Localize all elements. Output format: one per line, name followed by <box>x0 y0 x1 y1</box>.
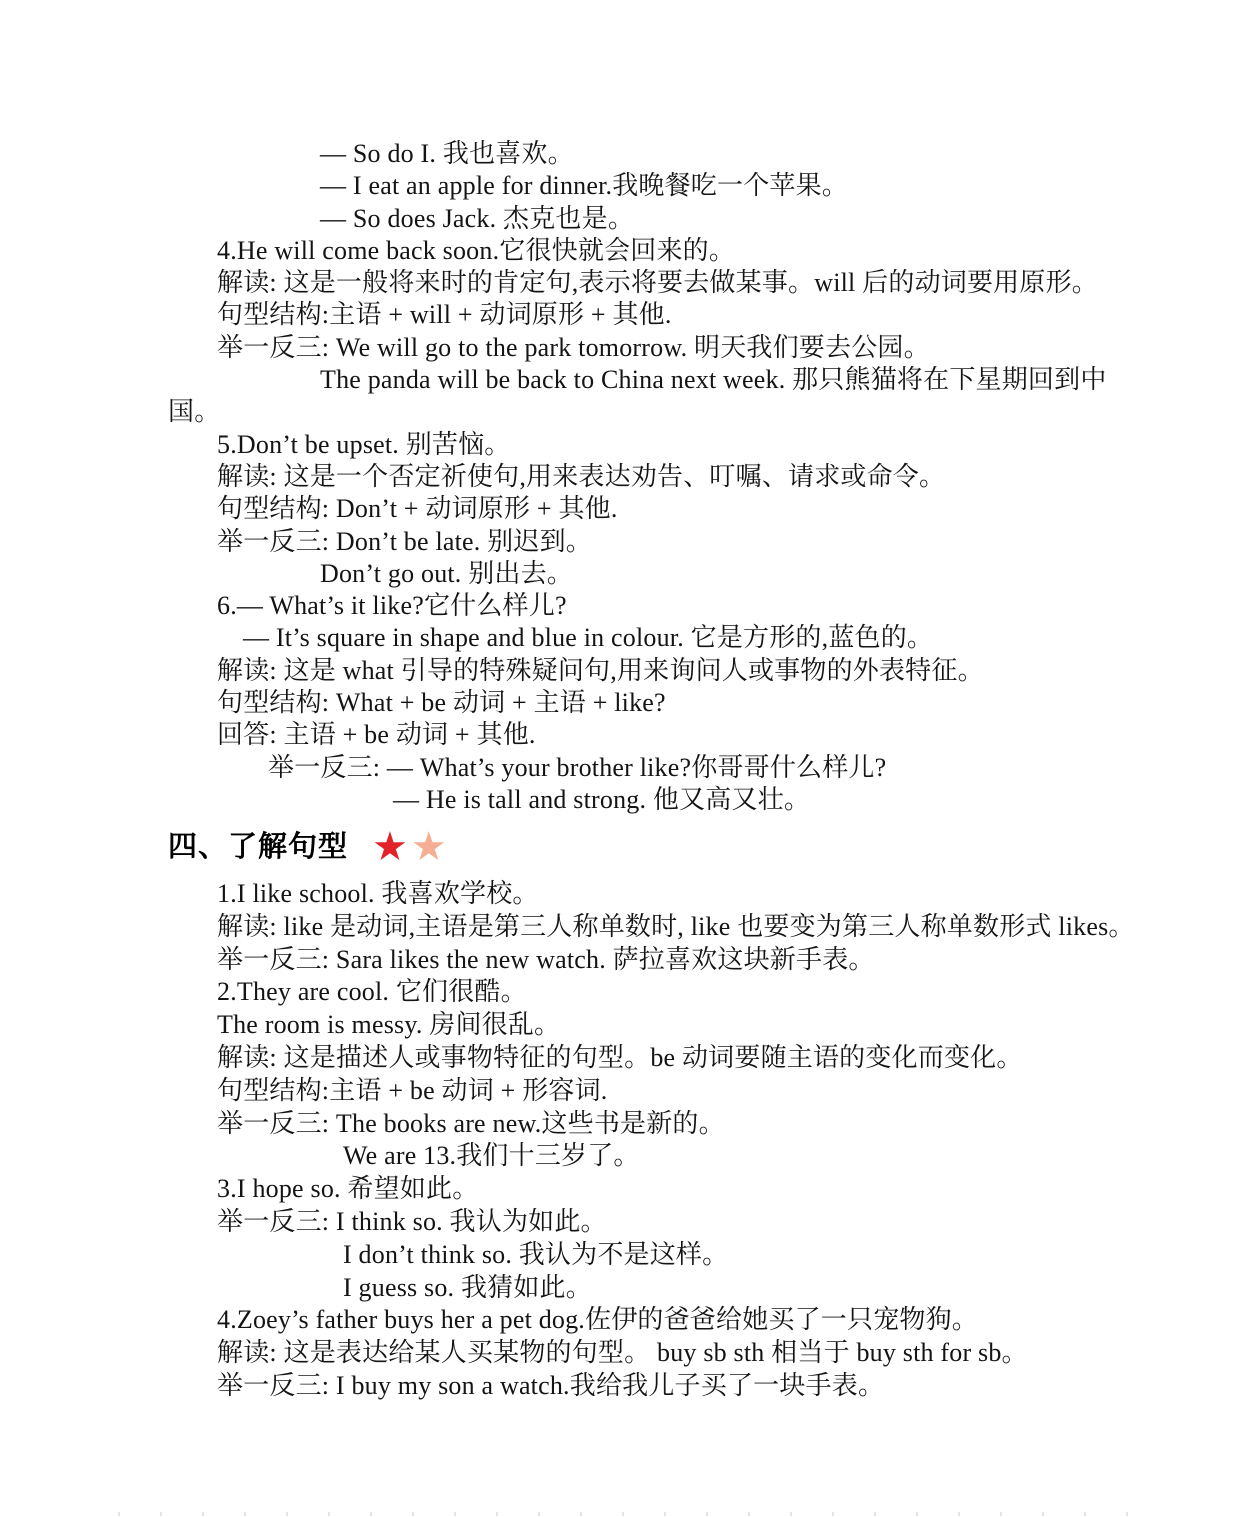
text-line: — So does Jack. 杰克也是。 <box>320 203 635 233</box>
text-line: 国。 <box>168 397 221 427</box>
text-line: 句型结构:主语 + be 动词 + 形容词. <box>217 1075 608 1105</box>
text-line: 4.He will come back soon.它很快就会回来的。 <box>217 235 736 265</box>
section-4-content <box>0 878 1251 1403</box>
text-line: I don’t think so. 我认为不是这样。 <box>343 1239 729 1269</box>
text-line: 句型结构:主语 + will + 动词原形 + 其他. <box>217 300 672 330</box>
text-line: I guess so. 我猜如此。 <box>343 1272 592 1302</box>
star-icon: ★ <box>410 825 450 869</box>
cropped-next-line-artifact <box>118 1512 1158 1516</box>
text-line: 句型结构: What + be 动词 + 主语 + like? <box>217 688 666 718</box>
text-line: The room is messy. 房间很乱。 <box>217 1010 561 1040</box>
text-line: — I eat an apple for dinner.我晚餐吃一个苹果。 <box>320 171 849 201</box>
text-line: We are 13.我们十三岁了。 <box>343 1141 640 1171</box>
text-line: 解读: 这是一般将来时的肯定句,表示将要去做某事。will 后的动词要用原形。 <box>217 268 1098 298</box>
text-line: Don’t go out. 别出去。 <box>320 558 574 588</box>
text-line: 举一反三: Don’t be late. 别迟到。 <box>217 526 592 556</box>
text-line: 6.— What’s it like?它什么样儿? <box>217 591 567 621</box>
text-line: 举一反三: I think so. 我认为如此。 <box>217 1206 607 1236</box>
section-title: 四、了解句型 <box>168 831 349 863</box>
text-line: 2.They are cool. 它们很酷。 <box>217 977 527 1007</box>
section-3-content <box>0 138 1251 816</box>
text-line: 回答: 主语 + be 动词 + 其他. <box>217 720 536 750</box>
text-line: 举一反三: — What’s your brother like?你哥哥什么样儿? <box>268 752 887 782</box>
text-line: 3.I hope so. 希望如此。 <box>217 1174 479 1204</box>
text-line: 1.I like school. 我喜欢学校。 <box>217 879 539 908</box>
section-4-header <box>168 827 450 867</box>
text-line: — So do I. 我也喜欢。 <box>320 139 574 168</box>
text-line: 解读: 这是表达给某人买某物的句型。 buy sb sth 相当于 buy sth for sb。 <box>217 1338 1028 1368</box>
text-line: 5.Don’t be upset. 别苦恼。 <box>217 429 511 459</box>
text-line: 4.Zoey’s father buys her a pet dog.佐伊的爸爸给她买了一只宠物狗。 <box>217 1305 979 1335</box>
text-line: 解读: 这是 what 引导的特殊疑问句,用来询问人或事物的外表特征。 <box>217 655 984 685</box>
text-line: 举一反三: The books are new.这些书是新的。 <box>217 1108 725 1138</box>
text-line: 举一反三: Sara likes the new watch. 萨拉喜欢这块新手表。 <box>217 944 875 974</box>
text-line: 解读: like 是动词,主语是第三人称单数时, like 也要变为第三人称单数形式 likes。 <box>217 911 1135 941</box>
difficulty-rating <box>372 827 450 867</box>
text-line: — It’s square in shape and blue in colour. 它是方形的,蓝色的。 <box>243 623 934 653</box>
text-line: — He is tall and strong. 他又高又壮。 <box>393 784 811 814</box>
star-icon: ★ <box>372 825 411 869</box>
text-line: 解读: 这是描述人或事物特征的句型。be 动词要随主语的变化而变化。 <box>217 1042 1023 1072</box>
text-line: The panda will be back to China next week. 那只熊猫将在下星期回到中 <box>320 365 1107 395</box>
text-line: 解读: 这是一个否定祈使句,用来表达劝告、叮嘱、请求或命令。 <box>217 461 946 491</box>
text-line: 举一反三: We will go to the park tomorrow. 明天我们要去公园。 <box>217 332 930 362</box>
text-line: 句型结构: Don’t + 动词原形 + 其他. <box>217 494 618 524</box>
text-line: 举一反三: I buy my son a watch.我给我儿子买了一块手表。 <box>217 1370 885 1400</box>
